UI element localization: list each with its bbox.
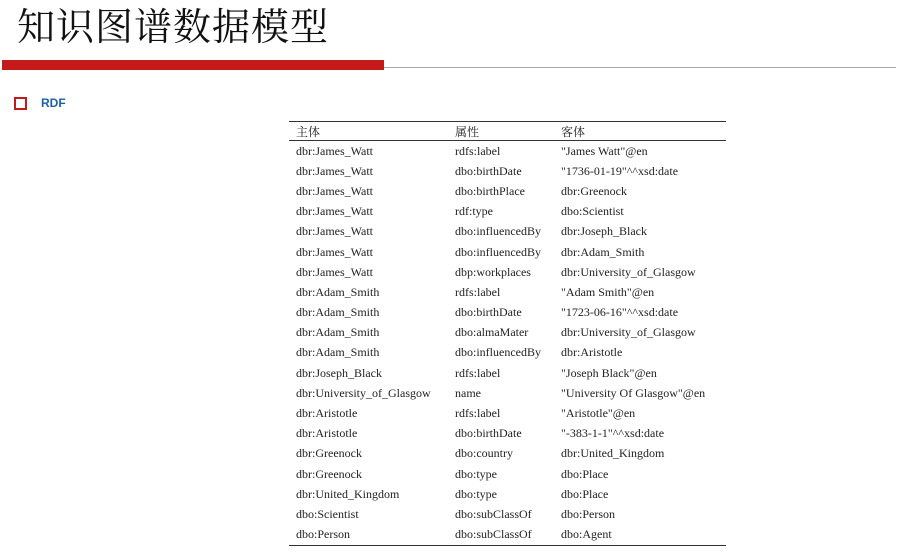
table-row (289, 222, 726, 242)
cell-object: dbo:Place (561, 466, 609, 481)
table-row (289, 444, 726, 464)
table-row (289, 262, 726, 282)
cell-subject: dbr:Aristotle (296, 426, 358, 441)
cell-predicate: dbo:country (455, 446, 513, 461)
cell-subject: dbr:Greenock (296, 466, 362, 481)
cell-predicate: rdfs:label (455, 365, 501, 380)
cell-predicate: name (455, 385, 481, 400)
table-row (289, 323, 726, 343)
cell-object: "Joseph Black"@en (561, 365, 657, 380)
cell-predicate: dbo:birthDate (455, 163, 522, 178)
cell-predicate: dbo:influencedBy (455, 224, 541, 239)
cell-object: "1736-01-19"^^xsd:date (561, 163, 679, 178)
cell-object: dbr:Joseph_Black (561, 224, 647, 239)
cell-subject: dbo:Scientist (296, 506, 359, 521)
cell-subject: dbr:James_Watt (296, 183, 374, 198)
table-row (289, 141, 726, 162)
cell-subject: dbr:United_Kingdom (296, 486, 400, 501)
cell-predicate: dbo:type (455, 466, 497, 481)
title-underline-rule (384, 67, 896, 68)
cell-subject: dbr:Adam_Smith (296, 345, 380, 360)
cell-object: dbr:United_Kingdom (561, 446, 665, 461)
cell-subject: dbr:University_of_Glasgow (296, 385, 431, 400)
cell-object: dbr:University_of_Glasgow (561, 325, 696, 340)
cell-object: "James Watt"@en (561, 143, 648, 158)
table-row (289, 181, 726, 201)
cell-object: dbr:Greenock (561, 183, 627, 198)
cell-subject: dbr:Adam_Smith (296, 284, 380, 299)
cell-predicate: dbo:type (455, 486, 497, 501)
cell-object: dbr:Adam_Smith (561, 244, 645, 259)
cell-predicate: dbo:birthDate (455, 305, 522, 320)
cell-predicate: dbo:subClassOf (455, 506, 532, 521)
cell-subject: dbr:James_Watt (296, 224, 374, 239)
cell-predicate: rdfs:label (455, 143, 501, 158)
cell-object: dbo:Person (561, 506, 615, 521)
table-row (289, 424, 726, 444)
header-object: 客体 (554, 122, 726, 141)
cell-subject: dbr:James_Watt (296, 244, 374, 259)
cell-predicate: dbo:almaMater (455, 325, 529, 340)
cell-object: "Aristotle"@en (561, 406, 636, 421)
table-row (289, 504, 726, 524)
cell-predicate: dbo:birthPlace (455, 183, 525, 198)
cell-predicate: dbo:influencedBy (455, 345, 541, 360)
table-row (289, 161, 726, 181)
cell-predicate: rdfs:label (455, 284, 501, 299)
cell-predicate: dbo:subClassOf (455, 527, 532, 542)
table-row (289, 484, 726, 504)
cell-object: dbr:Aristotle (561, 345, 623, 360)
table-row (289, 363, 726, 383)
cell-subject: dbo:Person (296, 527, 350, 542)
section-label: RDF (41, 96, 66, 110)
cell-predicate: rdf:type (455, 204, 493, 219)
cell-object: dbo:Place (561, 486, 609, 501)
table-row (289, 383, 726, 403)
table-header-row (289, 122, 726, 141)
page-title: 知识图谱数据模型 (17, 5, 330, 49)
table-row (289, 525, 726, 546)
cell-subject: dbr:James_Watt (296, 264, 374, 279)
cell-subject: dbr:Joseph_Black (296, 365, 382, 380)
table-row (289, 343, 726, 363)
cell-predicate: dbo:influencedBy (455, 244, 541, 259)
table-row (289, 464, 726, 484)
header-predicate: 属性 (448, 122, 554, 141)
cell-subject: dbr:James_Watt (296, 204, 374, 219)
cell-object: dbo:Scientist (561, 204, 624, 219)
cell-object: "Adam Smith"@en (561, 284, 655, 299)
table-row (289, 403, 726, 423)
section-heading (14, 95, 66, 111)
cell-predicate: rdfs:label (455, 406, 501, 421)
cell-subject: dbr:Aristotle (296, 406, 358, 421)
rdf-triple-table (289, 121, 726, 546)
title-underline-accent (2, 60, 384, 70)
cell-subject: dbr:James_Watt (296, 143, 374, 158)
table-row (289, 202, 726, 222)
cell-object: "1723-06-16"^^xsd:date (561, 305, 679, 320)
cell-subject: dbr:James_Watt (296, 163, 374, 178)
cell-subject: dbr:Adam_Smith (296, 305, 380, 320)
cell-subject: dbr:Adam_Smith (296, 325, 380, 340)
table-row (289, 303, 726, 323)
header-subject: 主体 (289, 122, 448, 141)
cell-object: dbr:University_of_Glasgow (561, 264, 696, 279)
table-row (289, 282, 726, 302)
cell-predicate: dbo:birthDate (455, 426, 522, 441)
table-body (289, 141, 726, 546)
table-row (289, 242, 726, 262)
cell-object: "University Of Glasgow"@en (561, 385, 706, 400)
cell-object: "-383-1-1"^^xsd:date (561, 426, 665, 441)
hollow-square-icon (14, 97, 27, 110)
cell-predicate: dbp:workplaces (455, 264, 531, 279)
cell-subject: dbr:Greenock (296, 446, 362, 461)
cell-object: dbo:Agent (561, 527, 612, 542)
